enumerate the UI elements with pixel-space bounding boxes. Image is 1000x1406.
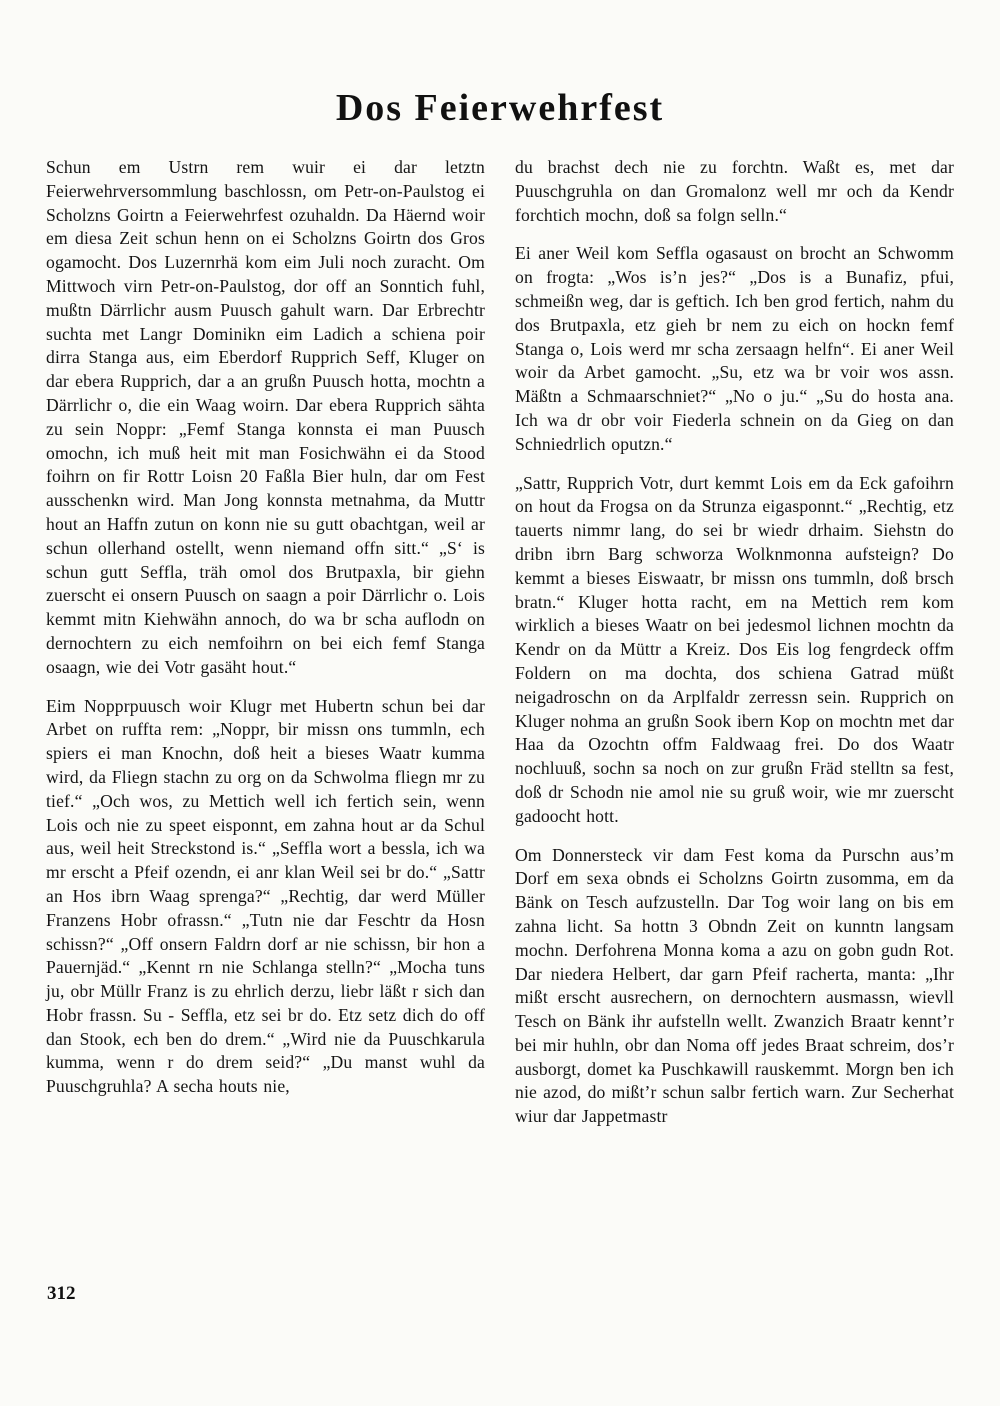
right-column xyxy=(515,156,954,1129)
paragraph: Schun em Ustrn rem wuir ei dar letztn Feierwehrversommlung baschlossn, om Petr-on-Paulstog ei Scholzns Goirtn a Feierwehrfest ozuhaldn. Da Häernd woir em diesa Zeit schun henn on ei Scholzns Goirtn dos Gros ogamocht. Dos Luzernrhä kom eim Juli noch zuracht. Om Mittwoch virn Petr-on-Paulstog, dor off an Sonntich fuhl, mußtn Därrlichr ausm Puusch gahult warn. Dar Erbrechtr suchta met Langr Dominikn eim Ladich a schiena poir dirra Stanga aus, eim Eberdorf Rupprich Seff, Kluger on dar ebera Rupprich, dar a an grußn Puusch hotta, mochtn a Därrlichr o, die ein Waag woirn. Dar ebera Rupprich sähta zu sein Noppr: „Femf Stanga konnsta ei man Puusch omochn, ich muß heit mit man Fosichwähn ei da Stood foihrn on fir Rottr Loisn 20 Faßla Bier huln, dar om Fest ausschenkn wird. Man Jong konnsta metnahma, da Muttr hout an Haffn zutun on konn nie su gutt obachtgan, weil ar schun ollerhand ostellt, wenn niemand offn sitt.“ „S‘ is schun gutt Seffla, träh omol dos Brutpaxla, bir giehn zuerscht ei onsern Puusch on saagn a poir Därrlichr o. Lois kemmt mitn Kiehwähn annoch, do wa br scha auflodn on dernochtern zu eich nemfoihrn on bei eich femf Stanga osaagn, wie dei Votr gasäht hout.“ xyxy=(46,157,485,677)
text-columns xyxy=(0,130,1000,1129)
paragraph: „Sattr, Rupprich Votr, durt kemmt Lois em da Eck gafoihrn on hout da Frogsa on da Strunza eigasponnt.“ „Rechtig, etz tauerts nimmr lang, do sei br wiedr drhaim. Siehstn do dribn ibrn Barg schworza Wolknmonna aufsteign? Do kemmt a bieses Eiswaatr, br missn ons tummln, doß brsch bratn.“ Kluger hotta racht, em na Mettich rem kom wirklich a bieses Waatr on bei jedesmol lichnen mochtn da Kendr on da Müttr a Kreiz. Dos Eis log fengrdeck offm Foldern on ma dochta, dos schiena Gatrad müßt neigadroschn on da Arplfaldr zerressn sein. Rupprich on Kluger nohma an grußn Sook ibern Kop on mochtn met dar Haa da Ozochtn offm Faldwaag frei. Do dos Waatr nochluuß, sochn sa noch on zur grußn Fräd stelltn sa fest, doß dr Schodn nie amol nie su gruß woir, wie mr zuerscht gadoocht hott. xyxy=(515,472,954,826)
paragraph: Ei aner Weil kom Seffla ogasaust on brocht an Schwomm on frogta: „Wos is’n jes?“ „Dos is a Bunafiz, pfui, schmeißn weg, dar is geftich. Ich ben grod fertich, nahm du dos Brutpaxla, etz gieh br nem zu eich on hockn femf Stanga o, Lois werd mr scha zersaagn helfn“. Ei aner Weil woir da Arbet gamocht. „Su, etz wa br voir wos assn. Mäßtn a Schmaarschniet?“ „No o ju.“ „Su do hosta ana. Ich wa dr obr voir Fiederla schnein on da Gieg on dan Schniedrlich oputzn.“ xyxy=(515,243,954,454)
page-title: Dos Feierwehrfest xyxy=(335,87,665,129)
paragraph: Eim Nopprpuusch woir Klugr met Hubertn schun bei dar Arbet on ruffta rem: „Noppr, bir missn ons tummln, ech spiers ei man Knochn, doß heit a bieses Waatr kumma wird, da Fliegn stachn zu org on da Schwolma fliegn mr zu tief.“ „Och wos, zu Mettich well ich fertich sein, wenn Lois och nie zu speet eisponnt, em zahna hout ar da Schul aus, weil heit Streckstond is.“ „Seffla wort a bessla, ich wa mr erscht a Pfeif ozendn, ei anr klan Weil sei br do.“ „Sattr an Hos ibrn Waag sprenga?“ „Rechtig, dar werd Müller Franzens Hobr ofrassn.“ „Tutn nie dar Feschtr da Hosn schissn?“ „Off onsern Faldrn dorf ar nie schissn, bir hon a Pauernjäd.“ „Kennt rn nie Schlanga stelln?“ „Mocha tuns ju, obr Müllr Franz is zu ehrlich derzu, liebr läßt r sich dan Hobr frassn. Su - Seffla, etz sei br do. Etz setz dich do off dan Stook, ech ben do drem.“ „Wird nie da Puuschkarula kumma, wenn r do drem seid?“ „Du manst wuhl da Puuschgruhla? A secha houts nie, xyxy=(46,695,485,1097)
paragraph: Om Donnersteck vir dam Fest koma da Purschn aus’m Dorf em sexa obnds ei Scholzns Goirtn zusomma, em da Bänk on Tesch aufzustelln. Dar Tog woir lang on bis em zahna licht. Sa hottn 3 Obndn Zeit on kunntn langsam mochn. Derfohrena Monna koma a azu on gobn gudn Rot. Dar niedera Helbert, dar garn Pfeif racherta, manta: „Ihr mißt erscht ausrechern, on dernochtern ausmassn, wievll Tesch on Bänk ihr aufstelln wellt. Zwanzich Braatr kennt’r bei mir huhln, obr dan Noma off jedes Braat schreim, dos’r ausborgt, domet ka Puschkawill rauskemmt. Morgn ben ich nie azod, do mißt’r schun salbr fertich warn. Zur Secherhat wiur dar Jappetmastr xyxy=(515,844,954,1127)
paragraph: du brachst dech nie zu forchtn. Waßt es, met dar Puuschgruhla on dan Gromalonz well mr och da Kendr forchtich mochn, doß sa folgn selln.“ xyxy=(515,157,954,225)
page-number: 312 xyxy=(47,1283,76,1304)
left-column xyxy=(46,156,485,1129)
